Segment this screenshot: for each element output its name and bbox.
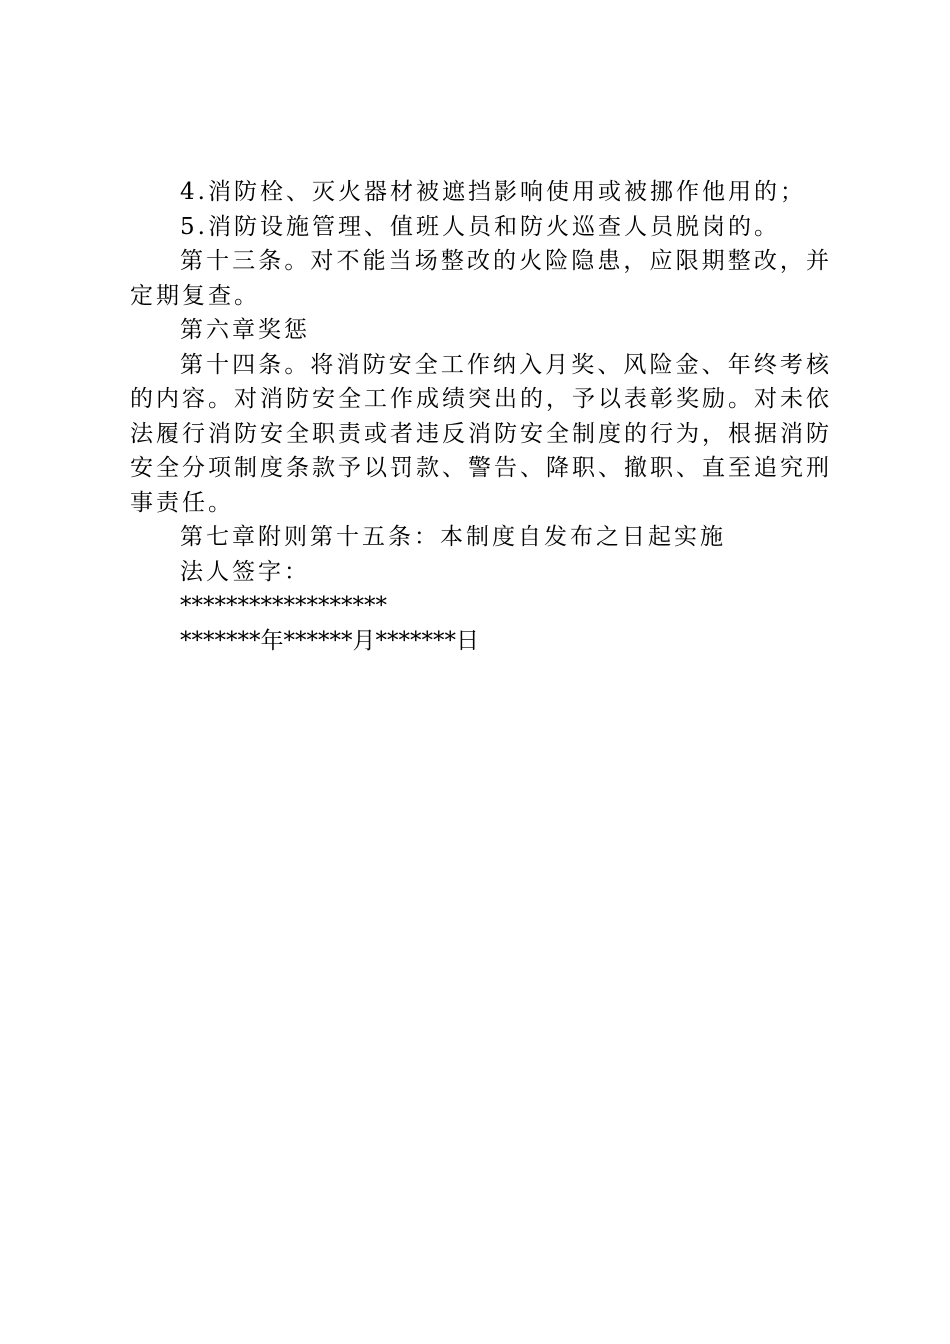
item-4-text: 4.消防栓、灭火器材被遮挡影响使用或被挪作他用的； [180,179,806,205]
date-placeholder: *******年******月*******日 [180,627,479,654]
article-14-text: 第十四条。将消防安全工作纳入月奖、风险金、年终考核的内容。对消防安全工作成绩突出的，予以表彰奖励。对未依法履行消防安全职责或者违反消防安全制度的行为，根据消防安全分项制度条款予以罚款、警告、降职、撤职、直至追究刑事责任。 [130,351,832,516]
item-5-text: 5.消防设施管理、值班人员和防火巡查人员脱岗的。 [180,213,780,240]
chapter-7-article-15-text: 第七章附则第十五条：本制度自发布之日起实施 [180,524,726,550]
chapter-6-heading: 第六章奖惩 [180,317,310,343]
document-body [130,175,832,658]
legal-person-signature-label: 法人签字： [180,558,310,585]
article-13-text: 第十三条。对不能当场整改的火险隐患，应限期整改，并定期复查。 [130,248,832,309]
signature-placeholder: ****************** [180,593,387,619]
